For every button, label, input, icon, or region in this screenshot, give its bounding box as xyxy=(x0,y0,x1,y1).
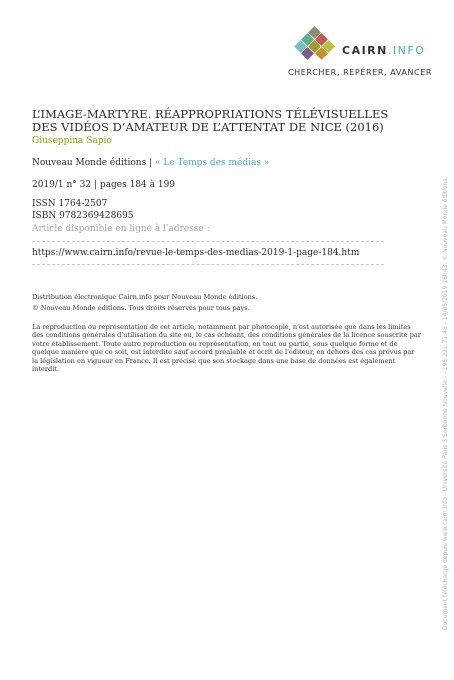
issn: ISSN 1764-2507 xyxy=(32,199,108,209)
collection-link[interactable]: « Le Temps des médias » xyxy=(154,158,270,168)
download-watermark: Document téléchargé depuis www.cairn.info - Université Paris 3 Sorbonne Nouvelle - - 195.221.71.48 - 14/05/2019 16h43. © Nouveau Monde éditions xyxy=(442,178,449,630)
distribution-notice xyxy=(32,292,332,314)
divider xyxy=(32,264,384,265)
article-author[interactable]: Giuseppina Sapio xyxy=(32,136,112,146)
cairn-logo[interactable] xyxy=(288,28,433,80)
isbn: ISBN 9782369428695 xyxy=(32,211,134,221)
identifiers xyxy=(32,198,134,222)
distribution-line: Distribution électronique Cairn.info pour Nouveau Monde éditions. xyxy=(32,293,258,301)
brand-name: CAIRN.INFO xyxy=(342,44,426,57)
available-online-label: Article disponible en ligne à l'adresse : xyxy=(32,224,210,234)
issue-info: 2019/1 n° 32 | pages 184 à 199 xyxy=(32,180,176,190)
article-url-link[interactable]: https://www.cairn.info/revue-le-temps-des-medias-2019-1-page-184.htm xyxy=(32,248,360,258)
cairn-logo-tiles-icon xyxy=(290,28,340,58)
publisher-name: Nouveau Monde éditions | xyxy=(32,158,155,168)
legal-notice: La reproduction ou représentation de cet article, notamment par photocopie, n'est autorisée que dans les limites des conditions générales d'utilisation du site ou, le cas échéant, des conditions générales de la licence souscrite par votre établissement. Toute autre reproduction ou représentation, en tout ou partie, sous quelque forme et de quelque manière que ce soit, est interdite sauf accord préalable et écrit de l'éditeur, en dehors des cas prévus par la législation en vigueur en France. Il est précisé que son stockage dans une base de données est également interdit. xyxy=(32,323,422,374)
brand-tagline: CHERCHER, REPÉRER, AVANCER xyxy=(288,68,433,77)
article-title: L’IMAGE-MARTYRE. RÉAPPROPRIATIONS TÉLÉVISUELLES DES VIDÉOS D’AMATEUR DE L’ATTENTAT DE NICE (2016) xyxy=(32,107,389,134)
divider xyxy=(32,241,384,242)
copyright-line: © Nouveau Monde éditions. Tous droits réservés pour tous pays. xyxy=(32,304,250,312)
publisher-line xyxy=(32,158,269,168)
